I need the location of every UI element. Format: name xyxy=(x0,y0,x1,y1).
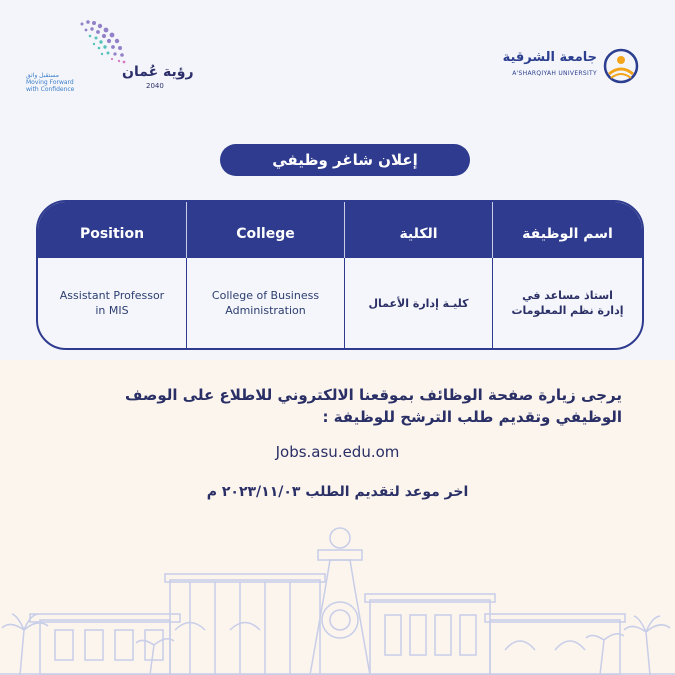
vacancy-title: إعلان شاغر وظيفي xyxy=(220,144,470,176)
vision-tagline-en-2: with Confidence xyxy=(26,86,75,93)
university-name-ar: جامعة الشرقية xyxy=(502,50,597,65)
jobs-link[interactable]: Jobs.asu.edu.om xyxy=(275,443,400,461)
cell-college: College of Business Administration xyxy=(187,258,345,348)
university-logo xyxy=(491,46,641,86)
vision-tagline-en-1: Moving Forward xyxy=(26,79,74,86)
university-emblem-icon xyxy=(601,46,641,86)
header-college-ar: الكلية xyxy=(345,202,493,258)
oman-vision-logo xyxy=(26,14,196,94)
application-instructions: يرجى زيارة صفحة الوظائف بموقعنا الالكتروني للاطلاع على الوصف الوظيفي وتقديم طلب الترشح للوظيفة : xyxy=(124,386,622,426)
table-header-row xyxy=(38,202,642,258)
cell-job-ar: استاذ مساعد في إدارة نظم المعلومات xyxy=(511,289,624,317)
vision-brand: رؤية عُمان xyxy=(122,64,194,80)
campus-skyline-illustration xyxy=(0,520,675,675)
vision-year: 2040 xyxy=(146,82,164,90)
vision-tagline-ar: مستقبل واثق xyxy=(26,72,59,79)
header-college: College xyxy=(187,202,345,258)
header-job-ar: اسم الوظيفة xyxy=(522,226,613,242)
job-table xyxy=(36,200,644,350)
table-row xyxy=(38,258,642,348)
cell-position: Assistant Professor in MIS xyxy=(38,258,187,348)
header-position: Position xyxy=(38,202,187,258)
university-name-en: A'SHARQIYAH UNIVERSITY xyxy=(512,70,597,77)
vision-tagline xyxy=(26,72,86,93)
cell-college-ar: كليـة إدارة الأعمال xyxy=(345,258,493,348)
deadline-text: اخر موعد لتقديم الطلب ٢٠٢٣/١١/٠٣ م xyxy=(206,484,469,500)
